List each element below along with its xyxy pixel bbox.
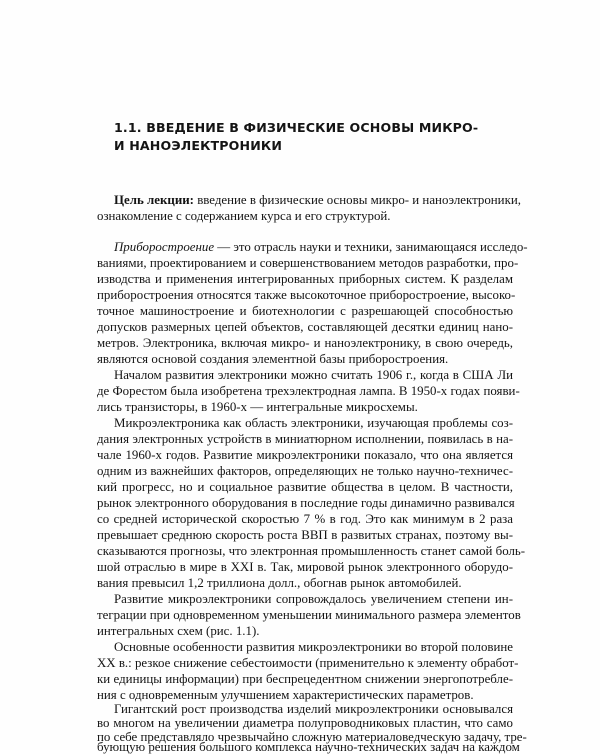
paragraph-line: во многом на увеличении диаметра полупроводниковых пластин, что само bbox=[97, 716, 513, 730]
goal-line: Цель лекции: введение в физические основы микро- и наноэлектроники, bbox=[114, 193, 521, 207]
paragraph-line: со средней исторической скоростью 7 % в год. Это как минимум в 2 раза bbox=[97, 512, 513, 526]
paragraph-line: Началом развития электроники можно считать 1906 г., когда в США Ли bbox=[114, 368, 513, 382]
paragraph-line: ваниями, проектированием и совершенствованием методов разработки, про- bbox=[97, 256, 519, 270]
paragraph-line: де Форестом была изобретена трехэлектродная лампа. В 1950-х годах появи- bbox=[97, 384, 520, 398]
section-heading-line: 1.1. ВВЕДЕНИЕ В ФИЗИЧЕСКИЕ ОСНОВЫ МИКРО- bbox=[114, 120, 479, 135]
paragraph-line: интегральных схем (рис. 1.1). bbox=[97, 624, 260, 638]
paragraph-line: допусков размерных цепей объектов, составляющей десятки единиц нано- bbox=[97, 320, 513, 334]
goal-line: ознакомление с содержанием курса и его структурой. bbox=[97, 209, 391, 223]
paragraph-line: ния с одновременным улучшением характеристических параметров. bbox=[97, 688, 474, 702]
section-heading-line: И НАНОЭЛЕКТРОНИКИ bbox=[114, 137, 283, 153]
paragraph-line: сказываются прогнозы, что электронная промышленность станет самой боль- bbox=[97, 544, 526, 558]
paragraph-line: кий прогресс, но и социальное развитие общества в целом. В частности, bbox=[97, 480, 513, 494]
paragraph-line: по себе представляло чрезвычайно сложную материаловедческую задачу, тре- bbox=[97, 730, 527, 744]
paragraph-line: приборостроения относятся также высокоточное приборостроение, высоко- bbox=[97, 288, 516, 302]
paragraph-line: шой отраслью в мире в XXI в. Так, мировой рынок электронного оборудо- bbox=[97, 560, 513, 574]
paragraph-line: превышает среднюю скорость роста ВВП в развитых странах, поэтому вы- bbox=[97, 528, 513, 542]
paragraph-line: бующую решения большого комплекса научно-технических задач на каждом bbox=[97, 740, 520, 754]
paragraph-line: являются основой создания элементной базы приборостроения. bbox=[97, 352, 449, 366]
paragraph-line: лись транзисторы, в 1960-х — интегральные микросхемы. bbox=[97, 400, 418, 414]
paragraph-line: Основные особенности развития микроэлектроники во второй половине bbox=[114, 640, 513, 654]
paragraph-line: вания превысил 1,2 триллиона долл., обогнав рынок автомобилей. bbox=[97, 576, 462, 590]
paragraph-line: чале 1960-х годов. Развитие микроэлектроники показало, что она является bbox=[97, 448, 513, 462]
paragraph-line: Микроэлектроника как область электроники, изучающая проблемы соз- bbox=[114, 416, 513, 430]
paragraph-line: ки единицы информации) при беспрецедентном снижении энергопотребле- bbox=[97, 672, 513, 686]
paragraph-line: рынок электронного оборудования в последние годы динамично развивался bbox=[97, 496, 515, 510]
term-italic: Приборостроение bbox=[114, 240, 215, 254]
paragraph-line: изводства и применения интегрированных приборных систем. К разделам bbox=[97, 272, 513, 286]
goal-label: Цель лекции: bbox=[114, 193, 194, 207]
paragraph-line: дания электронных устройств в миниатюрном исполнении, появилась в на- bbox=[97, 432, 513, 446]
paragraph-line: одним из важнейших факторов, определяющих не только научно-техничес- bbox=[97, 464, 513, 478]
paragraph-line: Развитие микроэлектроники сопровождалось увеличением степени ин- bbox=[114, 592, 513, 606]
paragraph-line: Гигантский рост производства изделий микроэлектроники основывался bbox=[114, 702, 513, 716]
paragraph-line: теграции при одновременном уменьшении минимального размера элементов bbox=[97, 608, 521, 622]
paragraph-line: метров. Электроника, включая микро- и наноэлектронику, в свою очередь, bbox=[97, 336, 513, 350]
paragraph-line: XX в.: резкое снижение себестоимости (применительно к элементу обработ- bbox=[97, 656, 519, 670]
paragraph-line: точное машиностроение и биотехнологии с разрешающей способностью bbox=[97, 304, 513, 318]
paragraph-line: Приборостроение — это отрасль науки и техники, занимающаяся исследо- bbox=[114, 240, 528, 254]
